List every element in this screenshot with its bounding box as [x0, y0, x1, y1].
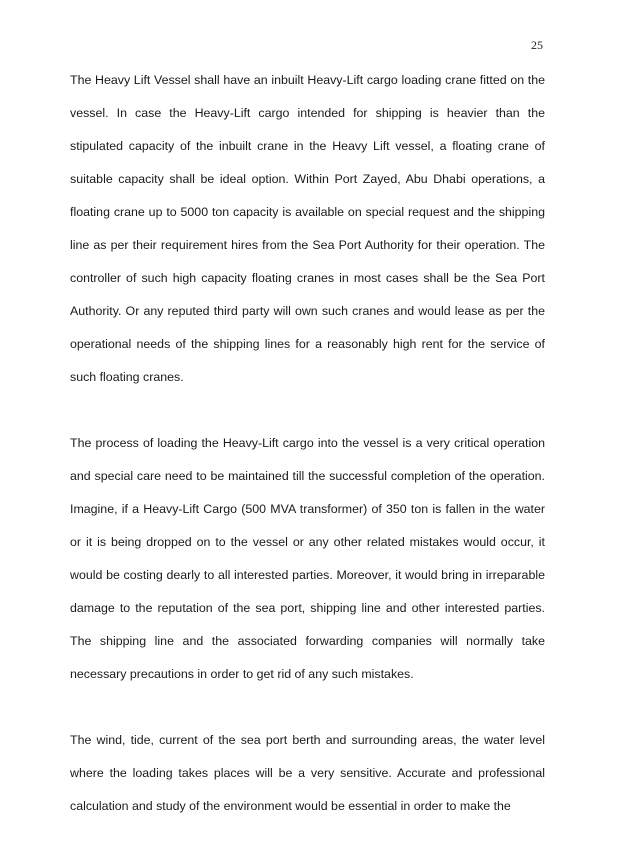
- paragraph-crane-options: The Heavy Lift Vessel shall have an inbuilt Heavy-Lift cargo loading crane fitted on the vessel. In case the Heavy-Lift cargo intended for shipping is heavier than the stipulated capacity of the inbuilt crane in the Heavy Lift vessel, a floating crane of suitable capacity shall be ideal option. Within Port Zayed, Abu Dhabi operations, a floating crane up to 5000 ton capacity is available on special request and the shipping line as per their requirement hires from the Sea Port Authority for their operation. The controller of such high capacity floating cranes in most cases shall be the Sea Port Authority. Or any reputed third party will own such cranes and would lease as per the operational needs of the shipping lines for a reasonably high rent for the service of such floating cranes.: [70, 73, 545, 384]
- paragraph-environment: The wind, tide, current of the sea port berth and surrounding areas, the water level where the loading takes places will be a very sensitive. Accurate and professional calculation and study of the environment would be essential in order to make the: [70, 733, 545, 813]
- body-text: [70, 64, 545, 856]
- page-number: 25: [531, 38, 543, 52]
- paragraph-loading-process: The process of loading the Heavy-Lift cargo into the vessel is a very critical operation and special care need to be maintained till the successful completion of the operation. Imagine, if a Heavy-Lift Cargo (500 MVA transformer) of 350 ton is fallen in the water or it is being dropped on to the vessel or any other related mistakes would occur, it would be costing dearly to all interested parties. Moreover, it would bring in irreparable damage to the reputation of the sea port, shipping line and other interested parties. The shipping line and the associated forwarding companies will normally take necessary precautions in order to get rid of any such mistakes.: [70, 436, 545, 681]
